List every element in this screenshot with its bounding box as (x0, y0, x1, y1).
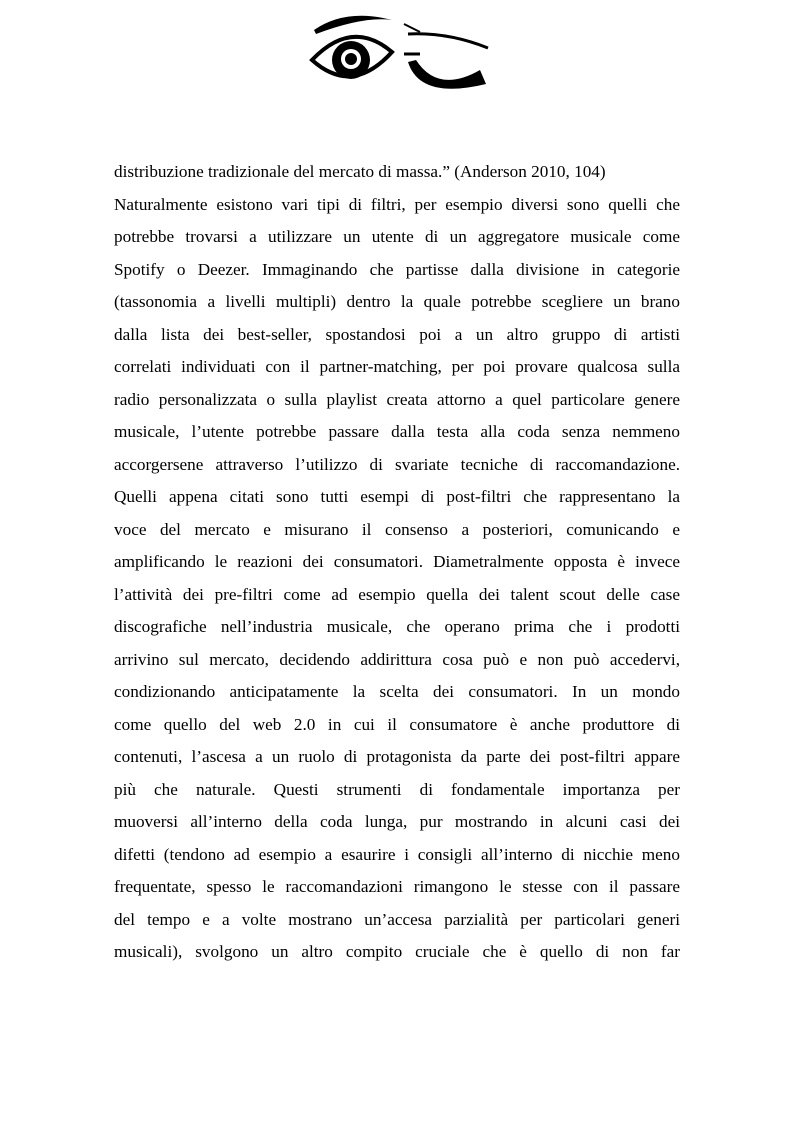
text-line: Quelli appena citati sono tutti esempi di post-filtri che rappresentano la (114, 487, 680, 506)
text-line: frequentate, spesso le raccomandazioni rimangono le stesse con il passare (114, 877, 680, 896)
text-line: amplificando le reazioni dei consumatori. Diametralmente opposta è invece (114, 552, 680, 571)
text-line: distribuzione tradizionale del mercato di massa.” (Anderson 2010, 104) (114, 162, 606, 181)
text-line: (tassonomia a livelli multipli) dentro la quale potrebbe scegliere un brano (114, 292, 680, 311)
text-line: dalla lista dei best-seller, spostandosi poi a un altro gruppo di artisti (114, 324, 680, 344)
text-line: l’attività dei pre-filtri come ad esempio quella dei talent scout delle case (114, 584, 680, 604)
text-line: contenuti, l’ascesa a un ruolo di protagonista da parte dei post-filtri appare (114, 747, 680, 766)
text-line: radio personalizzata o sulla playlist creata attorno a quel particolare genere (114, 389, 680, 409)
text-line: come quello del web 2.0 in cui il consumatore è anche produttore di (114, 714, 680, 734)
text-line: arrivino sul mercato, decidendo addirittura cosa può e non può accedervi, (114, 649, 680, 669)
eye-logo-icon (308, 10, 492, 106)
text-line: musicale, l’utente potrebbe passare dalla testa alla coda senza nemmeno (114, 422, 680, 441)
text-line: discografiche nell’industria musicale, che operano prima che i prodotti (114, 617, 680, 636)
text-line: voce del mercato e misurano il consenso a posteriori, comunicando e (114, 519, 680, 539)
text-line: muoversi all’interno della coda lunga, pur mostrando in alcuni casi dei (114, 812, 680, 831)
text-line: Naturalmente esistono vari tipi di filtri, per esempio diversi sono quelli che (114, 194, 680, 214)
text-line: più che naturale. Questi strumenti di fondamentale importanza per (114, 779, 680, 799)
text-line: Spotify o Deezer. Immaginando che partisse dalla divisione in categorie (114, 259, 680, 279)
text-line: correlati individuati con il partner-matching, per poi provare qualcosa sulla (114, 357, 680, 376)
text-line: difetti (tendono ad esempio a esaurire i consigli all’interno di nicchie meno (114, 844, 680, 864)
text-line: condizionando anticipatamente la scelta dei consumatori. In un mondo (114, 682, 680, 701)
text-line: accorgersene attraverso l’utilizzo di svariate tecniche di raccomandazione. (114, 454, 680, 474)
text-line: potrebbe trovarsi a utilizzare un utente di un aggregatore musicale come (114, 227, 680, 246)
body-text (114, 156, 680, 969)
text-line: musicali), svolgono un altro compito cruciale che è quello di non far (114, 942, 680, 961)
text-line: del tempo e a volte mostrano un’accesa parzialità per particolari generi (114, 909, 680, 929)
